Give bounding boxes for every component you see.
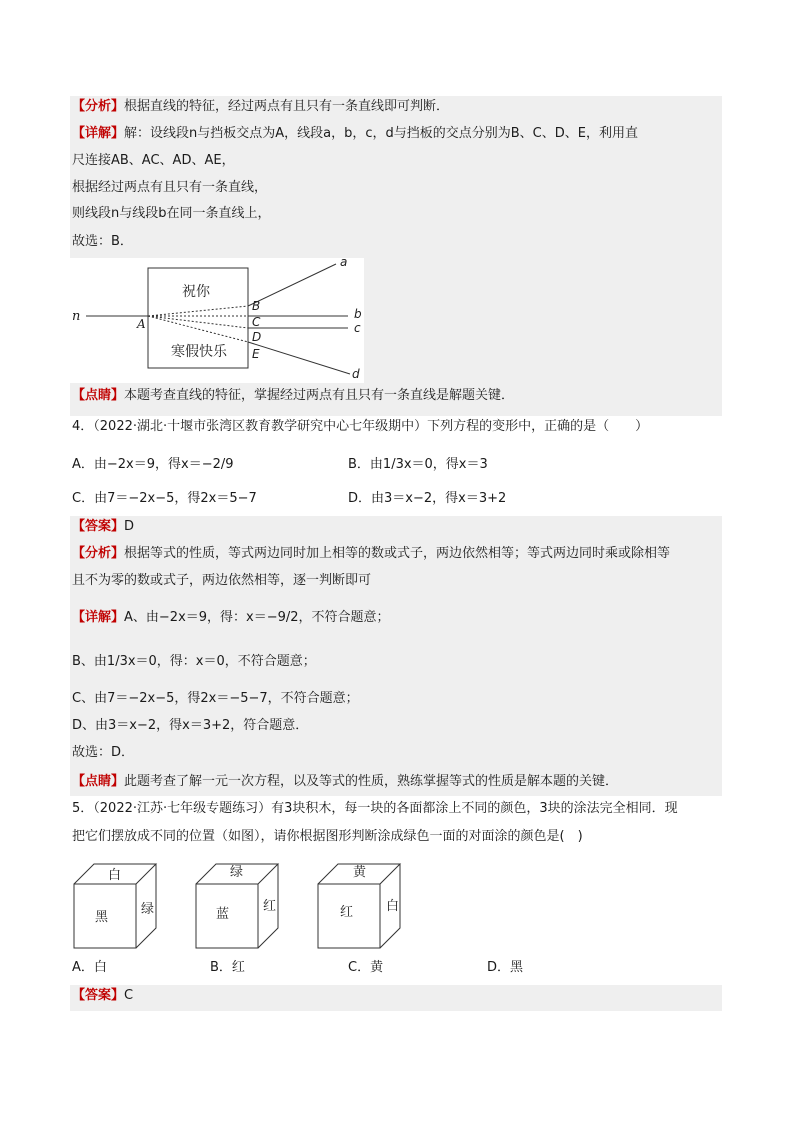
q4-detail-b: B、由1/3x＝0，得：x＝0，不符合题意； bbox=[72, 654, 316, 669]
comment-text: 本题考查直线的特征，掌握经过两点有且只有一条直线是解题关键． bbox=[124, 388, 515, 403]
board-top-text: 祝你 bbox=[182, 284, 210, 300]
label-A: A bbox=[137, 317, 146, 331]
q4-option-d: D．由3＝x−2，得x＝3+2 bbox=[348, 491, 507, 506]
answer-value: C bbox=[124, 988, 134, 1003]
detail-tag: 【详解】 bbox=[72, 126, 125, 141]
label-B: B bbox=[252, 299, 261, 313]
q4-answer bbox=[72, 517, 134, 537]
q5-option-d: D．黑 bbox=[487, 960, 524, 975]
comment-text: 此题考查了解一元一次方程，以及等式的性质，熟练掌握等式的性质是解本题的关键． bbox=[124, 774, 619, 789]
analysis-text: 根据等式的性质，等式两边同时加上相等的数或式子，两边依然相等；等式两边同时乘或除相等 bbox=[124, 546, 671, 561]
label-D: D bbox=[252, 330, 262, 344]
q5-option-c: C．黄 bbox=[348, 960, 384, 975]
q3-detail-line1 bbox=[72, 124, 638, 144]
label-a: a bbox=[340, 258, 348, 269]
cube-2-side: 红 bbox=[263, 899, 277, 914]
label-b: b bbox=[354, 307, 362, 321]
q4-detail-d: D、由3＝x−2，得x＝3+2，符合题意． bbox=[72, 718, 309, 733]
q4-analysis-line2: 且不为零的数或式子，两边依然相等，逐一判断即可 bbox=[72, 573, 372, 588]
q5-answer bbox=[72, 986, 133, 1006]
cube-1-side: 绿 bbox=[141, 902, 155, 917]
q3-detail-line3: 根据经过两点有且只有一条直线， bbox=[72, 180, 268, 195]
q3-figure bbox=[70, 258, 364, 383]
answer-tag: 【答案】 bbox=[72, 988, 125, 1003]
q3-detail-line4: 则线段n与线段b在同一条直线上， bbox=[72, 206, 271, 221]
q5-cubes-figure bbox=[70, 858, 410, 952]
comment-tag: 【点睛】 bbox=[72, 774, 125, 789]
q4-detail-a bbox=[72, 608, 390, 628]
cube-2-top: 绿 bbox=[230, 865, 244, 880]
label-n: n bbox=[72, 309, 81, 324]
q5-stem-line1: 5．（2022·江苏·七年级专题练习）有3块积木，每一块的各面都涂上不同的颜色，3块的涂法完全相同．现 bbox=[72, 801, 678, 816]
q5-option-a: A．白 bbox=[72, 960, 107, 975]
label-C: C bbox=[252, 315, 261, 329]
cube-2-front: 蓝 bbox=[216, 907, 230, 922]
q4-detail-c: C、由7＝−2x−5，得2x＝−5−7，不符合题意； bbox=[72, 691, 359, 706]
cube-1-top: 白 bbox=[108, 868, 122, 883]
q4-analysis-line1 bbox=[72, 544, 670, 564]
q4-option-b: B．由1/3x＝0，得x＝3 bbox=[348, 457, 488, 472]
q4-stem: 4．（2022·湖北·十堰市张湾区教育教学研究中心七年级期中）下列方程的变形中，正确的是（ ） bbox=[72, 419, 649, 434]
q3-detail-line2: 尺连接AB、AC、AD、AE， bbox=[72, 153, 235, 168]
answer-value: D bbox=[124, 519, 135, 534]
q4-comment bbox=[72, 772, 618, 792]
analysis-tag: 【分析】 bbox=[72, 546, 125, 561]
q4-option-a: A．由−2x＝9，得x＝−2/9 bbox=[72, 457, 234, 472]
q4-option-c: C．由7＝−2x−5，得2x＝5−7 bbox=[72, 491, 257, 506]
label-E: E bbox=[252, 347, 260, 361]
cube-3-side: 白 bbox=[386, 899, 400, 914]
q5-stem-line2: 把它们摆放成不同的位置（如图），请你根据图形判断涂成绿色一面的对面涂的颜色是( ) bbox=[72, 829, 583, 844]
answer-tag: 【答案】 bbox=[72, 519, 125, 534]
analysis-text: 根据直线的特征，经过两点有且只有一条直线即可判断． bbox=[124, 99, 450, 114]
cube-3-top: 黄 bbox=[353, 865, 367, 880]
q3-analysis bbox=[72, 97, 449, 117]
q5-answer-block bbox=[70, 985, 722, 1011]
detail-tag: 【详解】 bbox=[72, 610, 125, 625]
cube-1-front: 黑 bbox=[95, 910, 109, 925]
detail-a-text: A、由−2x＝9，得：x＝−9/2，不符合题意； bbox=[124, 610, 390, 625]
q3-choose: 故选：B． bbox=[72, 234, 133, 249]
q4-choose: 故选：D． bbox=[72, 745, 135, 760]
label-c: c bbox=[354, 321, 361, 335]
comment-tag: 【点睛】 bbox=[72, 388, 125, 403]
q3-comment bbox=[72, 386, 514, 406]
q5-option-b: B．红 bbox=[210, 960, 245, 975]
analysis-tag: 【分析】 bbox=[72, 99, 125, 114]
cube-3-front: 红 bbox=[340, 905, 354, 920]
detail-text: 解：设线段n与挡板交点为A，线段a，b，c，d与挡板的交点分别为B、C、D、E，利用直 bbox=[124, 126, 638, 141]
board-bottom-text: 寒假快乐 bbox=[171, 344, 227, 360]
label-d: d bbox=[352, 367, 360, 381]
